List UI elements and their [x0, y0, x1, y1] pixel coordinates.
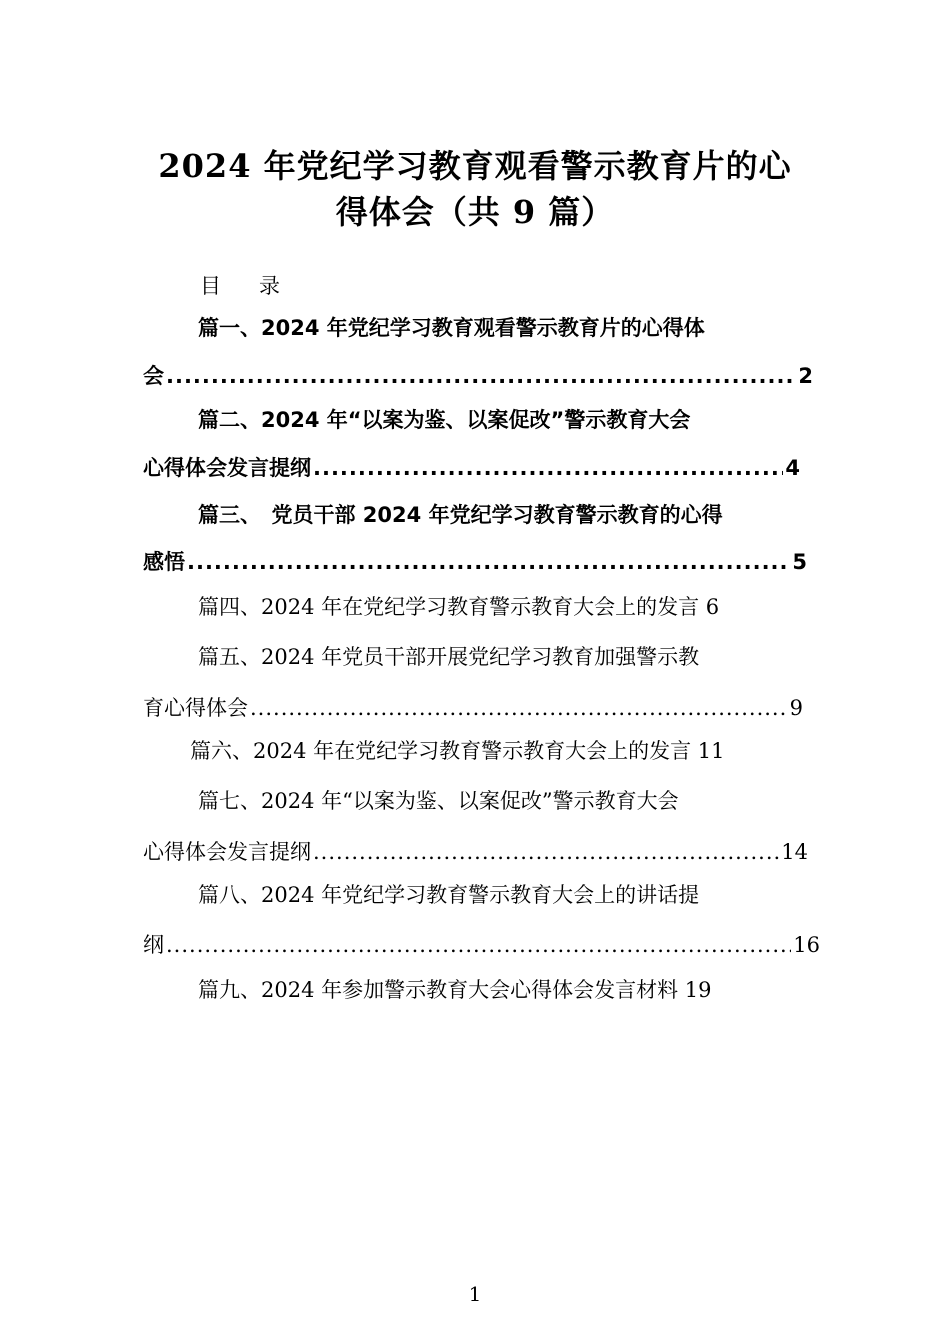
page-number: 1	[468, 1282, 482, 1306]
toc-leader-dots	[313, 842, 779, 863]
toc-entry-9: 篇九、2024 年参加警示教育大会心得体会发言材料 19	[198, 978, 712, 1002]
toc-entry-8-line-1: 篇八、2024 年党纪学习教育警示教育大会上的讲话提	[198, 883, 700, 907]
toc-entry-3-line-1: 篇三、 党员干部 2024 年党纪学习教育警示教育的心得	[198, 503, 723, 527]
toc-entry-8-page: 16	[793, 933, 820, 957]
toc-entry-7-text: 心得体会发言提纲	[143, 840, 311, 864]
toc-entry-7-line-1: 篇七、2024 年“以案为鉴、以案促改”警示教育大会	[198, 789, 679, 813]
document-title-line-2: 得体会（共 9 篇）	[335, 193, 615, 231]
toc-heading-right: 录	[259, 274, 280, 298]
toc-entry-3-page: 5	[792, 550, 807, 574]
toc-entry-6: 篇六、2024 年在党纪学习教育警示教育大会上的发言 11	[190, 739, 725, 763]
toc-entry-5-line-1: 篇五、2024 年党员干部开展党纪学习教育加强警示教	[198, 645, 700, 669]
toc-entry-5-line-2	[143, 698, 803, 719]
toc-entry-7-line-2	[143, 842, 808, 863]
document-title-line-1: 2024 年党纪学习教育观看警示教育片的心	[158, 147, 792, 185]
toc-entry-8-line-2	[143, 935, 820, 956]
toc-entry-2-line-2	[143, 458, 800, 479]
toc-entry-3-line-2	[143, 552, 807, 573]
toc-leader-dots	[313, 458, 783, 479]
toc-leader-dots	[166, 935, 791, 956]
toc-entry-1-text: 会	[143, 364, 164, 388]
toc-entry-3-text: 感悟	[143, 550, 185, 574]
toc-entry-8-text: 纲	[143, 933, 164, 957]
toc-entry-1-line-1: 篇一、2024 年党纪学习教育观看警示教育片的心得体	[198, 316, 705, 340]
toc-entry-1-page: 2	[798, 364, 813, 388]
toc-entry-4: 篇四、2024 年在党纪学习教育警示教育大会上的发言 6	[198, 595, 720, 619]
toc-entry-5-page: 9	[789, 696, 803, 720]
toc-leader-dots	[187, 552, 790, 573]
toc-entry-1-line-2	[143, 366, 813, 387]
toc-entry-5-text: 育心得体会	[143, 696, 248, 720]
toc-entry-2-page: 4	[785, 456, 800, 480]
toc-entry-7-page: 14	[781, 840, 808, 864]
toc-heading	[200, 270, 280, 300]
toc-entry-2-line-1: 篇二、2024 年“以案为鉴、以案促改”警示教育大会	[198, 408, 691, 432]
toc-entry-2-text: 心得体会发言提纲	[143, 456, 311, 480]
toc-heading-left: 目	[200, 274, 221, 298]
toc-leader-dots	[166, 366, 796, 387]
toc-leader-dots	[250, 698, 788, 719]
